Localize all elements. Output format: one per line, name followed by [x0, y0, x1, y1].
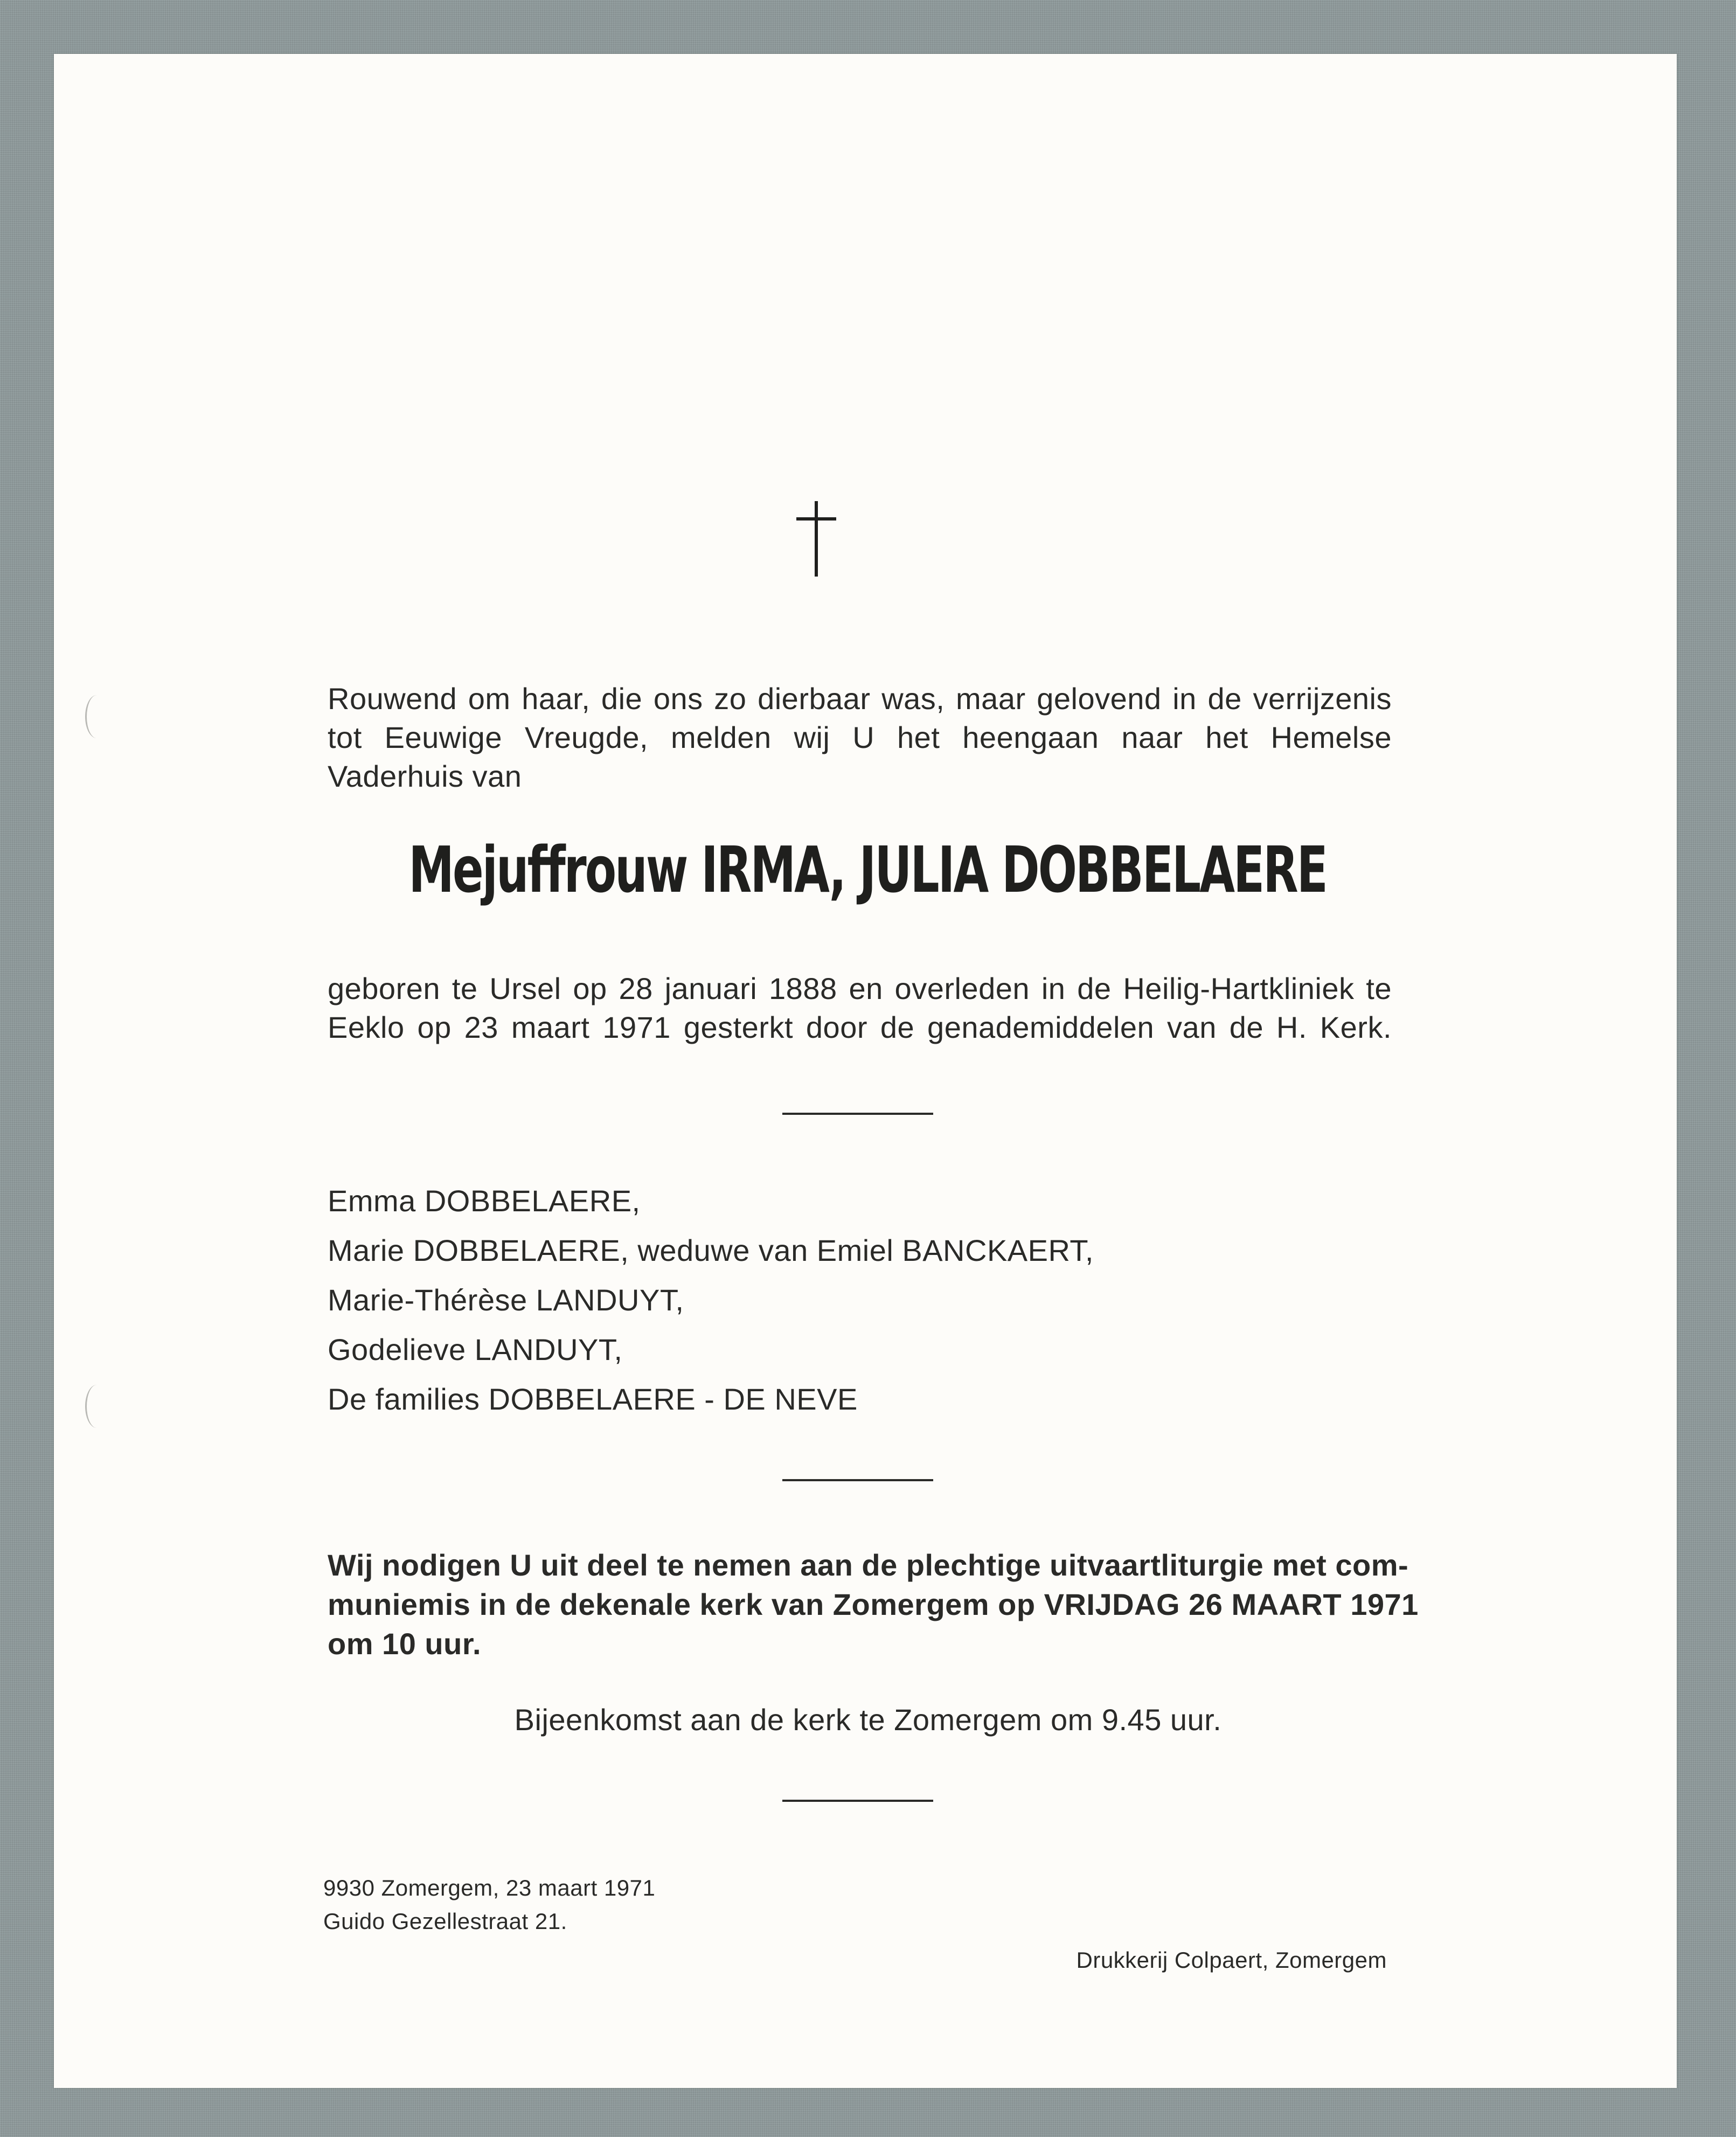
divider-3 — [782, 1800, 933, 1802]
punch-hole-bottom — [85, 1385, 108, 1428]
mourner-item: Marie-Thérèse LANDUYT, — [328, 1283, 684, 1317]
invitation-line-1: Wij nodigen U uit deel te nemen aan de plechtige uitvaartliturgie met com- — [328, 1548, 1409, 1582]
paper-sheet — [54, 54, 1677, 2088]
address-line-2: Guido Gezellestraat 21. — [323, 1909, 567, 1934]
printer-credit: Drukkerij Colpaert, Zomergem — [1076, 1947, 1387, 1973]
mourner-item: De families DOBBELAERE - DE NEVE — [328, 1382, 858, 1416]
divider-1 — [782, 1113, 933, 1115]
intro-line-3: Vaderhuis van — [328, 759, 522, 793]
gathering-text: Bijeenkomst aan de kerk te Zomergem om 9.45 uur. — [514, 1703, 1222, 1737]
mourner-item: Marie DOBBELAERE, weduwe van Emiel BANCKAERT, — [328, 1233, 1094, 1267]
address-line-1: 9930 Zomergem, 23 maart 1971 — [323, 1875, 656, 1900]
intro-line-1: Rouwend om haar, die ons zo dierbaar was, maar gelovend in de verrijzenis — [328, 682, 1392, 716]
invitation-line-2: muniemis in de dekenale kerk van Zomergem op VRIJDAG 26 MAART 1971 — [328, 1587, 1419, 1621]
deceased-name-heading: Mejuffrouw IRMA, JULIA DOBBELAERE — [408, 832, 1327, 907]
birth-death-line-2: Eeklo op 23 maart 1971 gesterkt door de genademiddelen van de H. Kerk. — [328, 1010, 1392, 1044]
divider-2 — [782, 1479, 933, 1481]
latin-cross-icon — [792, 501, 841, 577]
punch-hole-top — [85, 695, 108, 738]
mourner-item: Godelieve LANDUYT, — [328, 1333, 623, 1366]
intro-line-2: tot Eeuwige Vreugde, melden wij U het heengaan naar het Hemelse — [328, 720, 1392, 754]
birth-death-line-1: geboren te Ursel op 28 januari 1888 en overleden in de Heilig-Hartkliniek te — [328, 972, 1392, 1005]
mourner-item: Emma DOBBELAERE, — [328, 1184, 641, 1218]
invitation-line-3: om 10 uur. — [328, 1627, 482, 1661]
